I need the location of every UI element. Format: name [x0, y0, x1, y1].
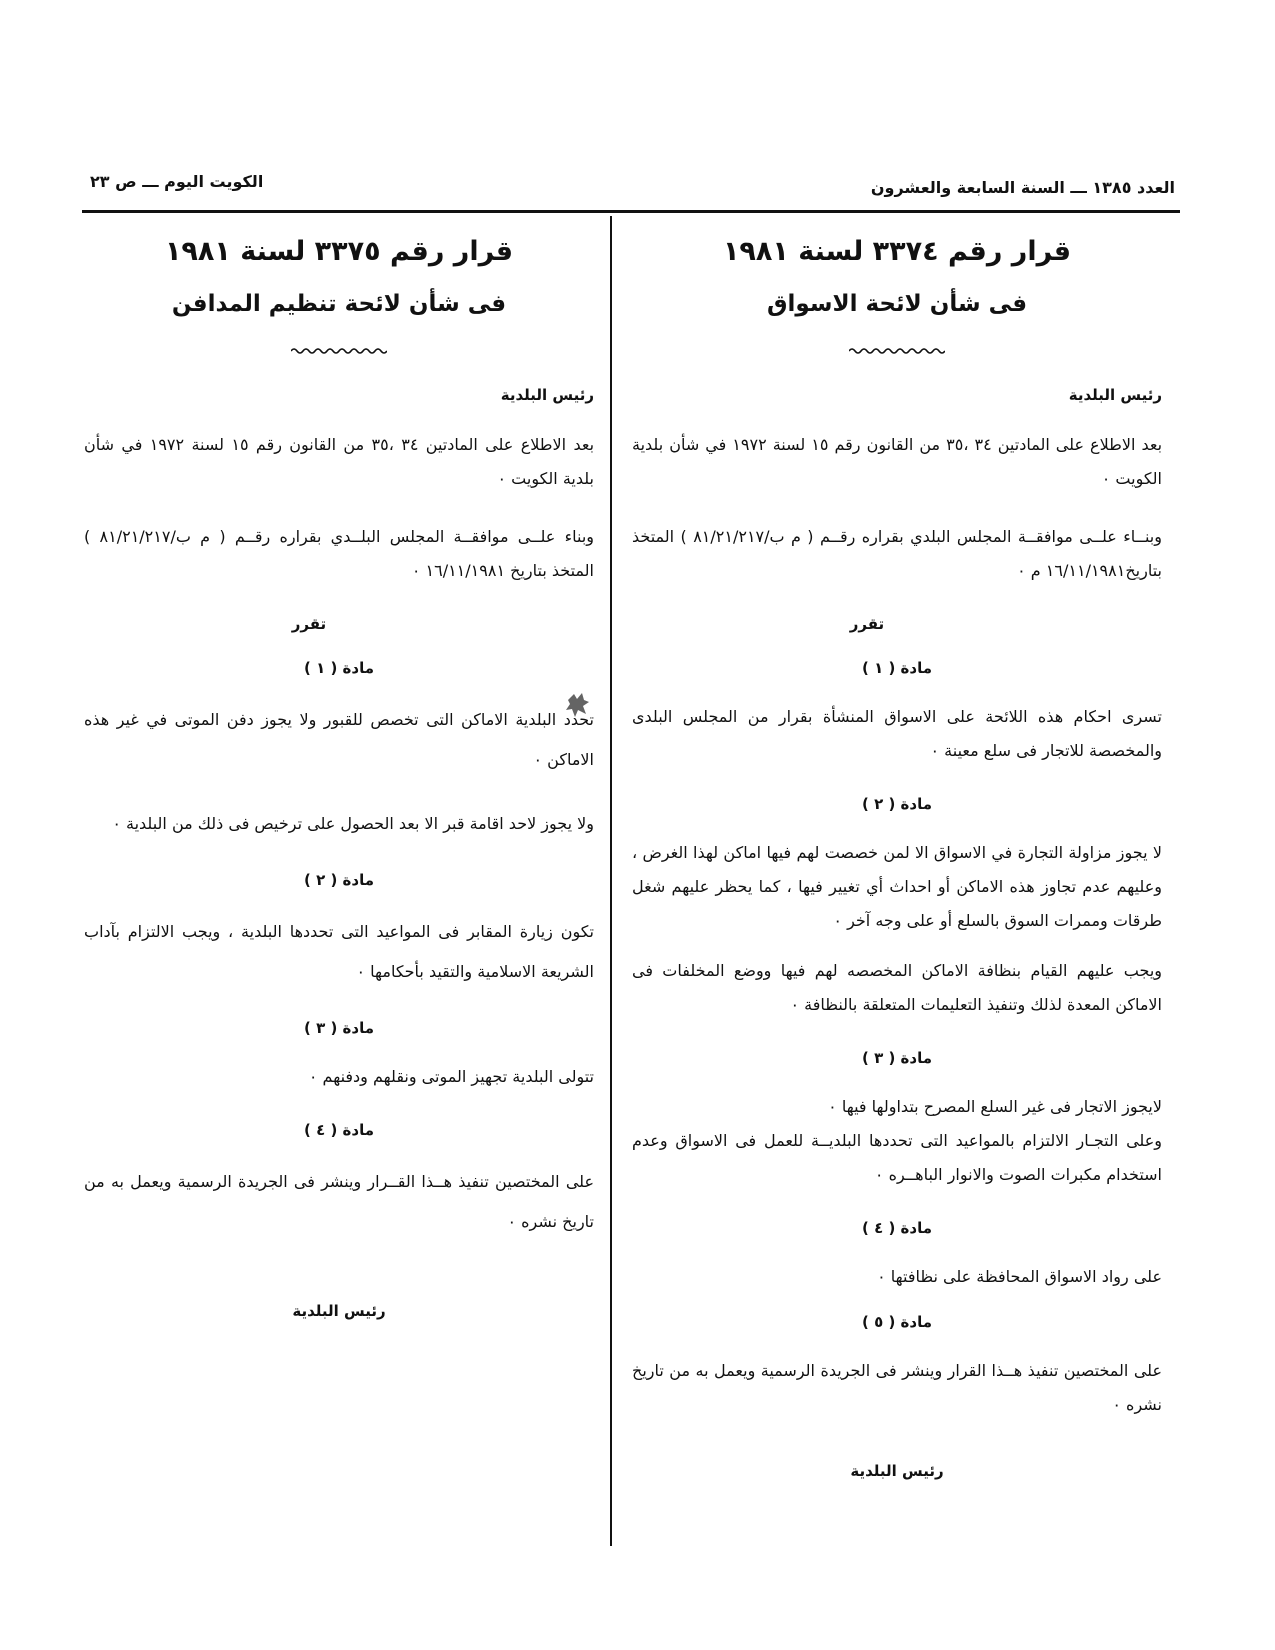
squiggle-divider [291, 346, 387, 356]
article-text: ويجب عليهم القيام بنظافة الاماكن المخصصه لهم فيها ووضع المخلفات فى الاماكن المعدة لذلك وتنفيذ التعليمات المتعلقة بالنظافة ٠ [632, 961, 1162, 1014]
page-number-header: الكويت اليوم ـــ ص ٢٣ [90, 172, 264, 191]
article-text: ولا يجوز لاحد اقامة قبر الا بعد الحصول على ترخيص فى ذلك من البلدية ٠ [112, 814, 594, 833]
issuer-label: رئيس البلدية [500, 386, 594, 404]
preamble-paragraph: بعد الاطلاع على المادتين ٣٤ ،٣٥ من القانون رقم ١٥ لسنة ١٩٧٢ في شأن بلدية الكويت ٠ [84, 435, 595, 488]
preamble-paragraph: وبنــاء علــى موافقــة المجلس البلدي بقراره رقــم ( م ب/٨١/٢١/٢١٧ ) المتخذ بتاريخ١٦/١١/١٩٨١ م ٠ [632, 527, 1162, 580]
article-text: على المختصين تنفيذ هــذا القــرار وينشر فى الجريدة الرسمية ويعمل به من تاريخ نشره ٠ [84, 1172, 594, 1231]
signature: رئيس البلدية [292, 1302, 386, 1320]
article-heading: مادة ( ٢ ) [861, 795, 932, 813]
decree-subtitle: فى شأن لائحة الاسواق [766, 291, 1028, 317]
header-rule [82, 210, 1180, 213]
issuer-label: رئيس البلدية [1068, 386, 1162, 404]
decree-title: قرار رقم ٣٣٧٥ لسنة ١٩٨١ [164, 236, 514, 267]
preamble-paragraph: بعد الاطلاع على المادتين ٣٤ ،٣٥ من القانون رقم ١٥ لسنة ١٩٧٢ في شأن بلدية الكويت ٠ [632, 435, 1163, 488]
decree-subtitle: فى شأن لائحة تنظيم المدافن [171, 291, 507, 317]
decree-3375-column [84, 230, 594, 1320]
preamble-paragraph: وبناء علــى موافقــة المجلس البلــدي بقراره رقــم ( م ب/٨١/٢١/٢١٧ ) المتخذ بتاريخ ١٦/١١/١٩٨١ ٠ [84, 527, 595, 580]
decree-3374-column [632, 230, 1162, 1480]
article-heading: مادة ( ٣ ) [861, 1049, 932, 1067]
decides-heading: تقرر [849, 615, 885, 633]
ink-blot-mark [562, 690, 592, 720]
article-text: وعلى التجـار الالتزام بالمواعيد التى تحددها البلديــة للعمل فى الاسواق وعدم استخدام مكبرات الصوت والانوار الباهــره ٠ [632, 1131, 1162, 1184]
article-heading: مادة ( ٥ ) [861, 1313, 932, 1331]
article-heading: مادة ( ١ ) [861, 659, 932, 677]
decree-title: قرار رقم ٣٣٧٤ لسنة ١٩٨١ [722, 236, 1072, 267]
article-text: تسرى احكام هذه اللائحة على الاسواق المنشأة بقرار من المجلس البلدى والمخصصة للاتجار فى سلع معينة ٠ [632, 707, 1162, 760]
article-text: تكون زيارة المقابر فى المواعيد التى تحددها البلدية ، ويجب الالتزام بآداب الشريعة الاسلامية والتقيد بأحكامها ٠ [84, 922, 594, 981]
article-text: لايجوز الاتجار فى غير السلع المصرح بتداولها فيها ٠ [828, 1097, 1162, 1116]
decides-heading: تقرر [291, 615, 327, 633]
article-heading: مادة ( ٣ ) [303, 1019, 374, 1037]
article-text: لا يجوز مزاولة التجارة في الاسواق الا لمن خصصت لهم فيها اماكن لهذا الغرض ، وعليهم عدم تجاوز هذه الاماكن أو احداث أي تغيير فيها ، كما يحظر عليهم شغل طرقات وممرات السوق بالسلع أو على وجه آخر ٠ [632, 843, 1162, 930]
signature: رئيس البلدية [850, 1462, 944, 1480]
article-heading: مادة ( ٤ ) [303, 1121, 374, 1139]
article-text: على رواد الاسواق المحافظة على نظافتها ٠ [877, 1267, 1162, 1286]
article-text: تتولى البلدية تجهيز الموتى ونقلهم ودفنهم ٠ [308, 1067, 594, 1086]
article-text: تحدد البلدية الاماكن التى تخصص للقبور ولا يجوز دفن الموتى في غير هذه الاماكن ٠ [84, 710, 594, 769]
squiggle-divider [849, 346, 945, 356]
article-heading: مادة ( ٢ ) [303, 871, 374, 889]
article-heading: مادة ( ١ ) [303, 659, 374, 677]
article-text: على المختصين تنفيذ هــذا القرار وينشر فى الجريدة الرسمية ويعمل به من تاريخ نشره ٠ [632, 1361, 1162, 1414]
issue-number-header: العدد ١٣٨٥ ـــ السنة السابعة والعشرون [870, 178, 1175, 197]
column-divider [610, 216, 612, 1546]
article-heading: مادة ( ٤ ) [861, 1219, 932, 1237]
